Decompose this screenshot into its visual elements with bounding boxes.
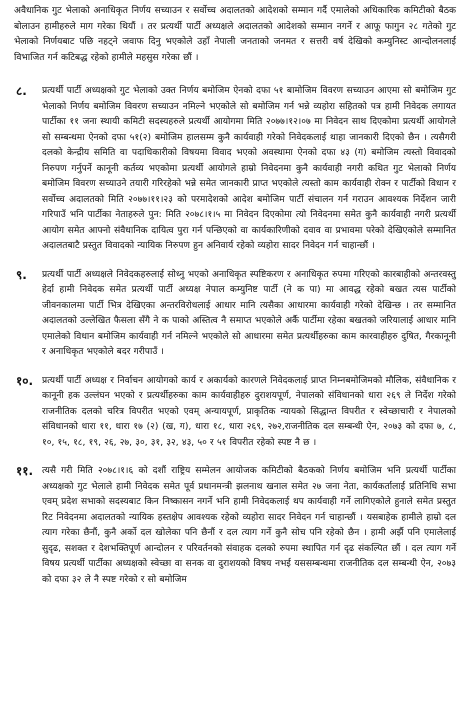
item-number: ११. [16,464,34,478]
item-text: प्रत्यर्थी पार्टी अध्यक्ष र निर्वाचन आयोगको कार्य र अकार्यको कारणले निवेदकलाई प्राप्त निम्नबमोजिमको मौलिक, संवैधानिक र कानूनी हक उल्लंघन भएको र प्रत्यर्थीहरुका काम कार्यवाहीहरु दुराशयपूर्ण, नेपालको संविधानको धारा २६९ ले निर्देश गरेको राजनीतिक दलको चरित्र विपरीत भएको एवम् अन्यायपूर्ण, प्राकृतिक न्यायको सिद्धान्त विपरीत र स्वेच्छाचारी र नेपालको संविधानको धारा ११, धारा १७ (२) (ख, ग), धारा १८, धारा २६९, २७२,राजनीतिक दल सम्बन्धी ऐन, २०७३ को दफा ७, ८, १०, १५, १८, १९, २६, २७, ३०, ३१, ३२, ४३, ५० र ५१ विपरीत रहेको स्पष्ट नै छ । [42,375,456,448]
list-item [14,268,456,361]
item-text: त्यसै गरी मिति २०७८।१।६ को दशौं राष्ट्रिय सम्मेलन आयोजक कमिटीको बैठकको निर्णय बमोजिम भनि प्रत्यर्थी पार्टीका अध्यक्षको गुट भेलाले हामी निवेदक समेत पूर्व प्रधानमन्त्री झलनाथ खनाल समेत २७ जना नेता, कार्यकर्तालाई प्रतिनिधि सभा एवम् प्रदेश सभाको सदस्यबाट किन निष्कासन नगर्ने भनि हामी निवेदकलाई थप कार्यवाही गर्ने लागिएकोले हुनाले समेत प्रस्तुत रिट निवेदनमा अदालतको न्यायिक हस्तक्षेप आवश्यक रहेको व्यहोरा सादर निवेदन गर्न चाहान्छौं । यसबाहेक हामीले हाम्रो दल त्याग गरेका छैनौं, कुनै अर्को दल खोलेका पनि छैनौं र दल त्याग गर्ने कुनै सोच पनि रहेको छैन । हामी अर्झै पनि एमालेलाई सुदृढ, सशक्त र देशभक्तिपूर्ण आन्दोलन र परिवर्तनको संवाहक दलको रुपमा स्थापित गर्न दृढ संकल्पित छौं । दल त्याग गर्ने विषय प्रत्यर्थी पार्टीका अध्यक्षको स्वेच्छा वा सनक वा दुराशयको विषय नभई यससम्बन्धमा राजनीतिक दल सम्बन्धी ऐन, २०७३ को दफा ३२ ले नै स्पष्ट गरेको र सो बमोजिम [42,466,456,585]
intro-paragraph: अवैधानिक गुट भेलाको अनाधिकृत निर्णय सच्याउन र सर्वोच्च अदालतको आदेशको सम्मान गर्दै एमालेको अधिकारिक कमिटीको बैठक बोलाउन हामीहरुले माग गरेका थियौं । तर प्रत्यर्थी पार्टी अध्यक्षले अदालतको आदेशको सम्मान नगर्ने र आफू फागुन २८ गतेको गुट भेलाको निर्णयबाट पछि नहट्ने जवाफ दिनु भएकोले उहाँ नेपाली जनताको जनमत र सत्तरी वर्ष देखिको कम्युनिस्ट आन्दोलनलाई विभाजित गर्न कटिबद्ध रहेको हामीले महसुस गरेका छौं । [14,6,456,63]
item-number: १०. [16,373,34,388]
item-number: ९. [16,267,27,282]
list-item [14,374,456,452]
item-number: ८. [16,84,27,98]
item-text: प्रत्यर्थी पार्टी अध्यक्षले निवेदकहरुलाई सोध्नु भएको अनाधिकृत स्पष्टिकरण र अनाधिकृत रुपमा गरिएको कारबाहीको अन्तरवस्तु हेर्दा हामी निवेदक समेत प्रत्यर्थी पार्टी अध्यक्ष नेपाल कम्युनिष्ट पार्टी (ने क पा) मा आवद्ध रहेको बखत त्यस पार्टीको जीवनकालमा पार्टी भित्र देखिएका अन्तरविरोधलाई आधार मानि त्यसैका आधारमा कार्यवाही गरेको देखिन्छ । तर सम्मानित अदालतको उल्लेखित फैसला सँगै ने क पाको अस्तित्व नै समाप्त भएकोले अर्कै पार्टीमा रहेका बखतको जरियालाई आधार मानि एमालेको विधान बमोजिम कार्यवाही गर्न नमिल्ने भएकोले सो आधारमा समेत प्रत्यर्थीहरुका काम कारवाहीहरु दुषित, गैरकानूनी र अनाधिकृत भएकोले बदर गरीपाउँ । [42,269,456,357]
list-item [14,84,456,255]
item-text: प्रत्यर्थी पार्टी अध्यक्षको गुट भेलाको उक्त निर्णय बमोजिम ऐनको दफा ५१ बामोजिम विवरण सच्याउन आएमा सो बमोजिम गुट भेलाको निर्णय बमोजिम विवरण सच्याउन नमिल्ने भएकोले सो बमोजिम गर्न भन्ने व्यहोरा सहितको पत्र हामी निवेदक लगायत पार्टीका ११ जना स्थायी कमिटी सदस्यहरुले प्रत्यर्थी आयोगमा मिति २०७७।१२।०७ मा निवेदन साथ दिएकोमा प्रत्यर्थी आयोगले सो सम्बन्धमा ऐनको दफा ५१(२) बमोजिम हालसम्म कुनै कार्यवाही गरेको निवेदकलाई थाहा जानकारी दिएको छैन । त्यसैगरी दलको केन्द्रीय समिति वा पदाधिकारीको विषयमा विवाद भएको अवस्थामा ऐनको दफा ४३ (ग) बमोजिम त्यस्तो विवादको निरुपण गर्नुपर्ने कानूनी कर्तव्य भएकोमा प्रत्यर्थी आयोगले हाम्रो निवेदनमा कुनै कार्यवाही नगरी कथित गुट भेलाको निर्णय बमोजिम विवरण सच्याउने तयारी गरिरहेको भन्ने समेत जानकारी प्राप्त भएकोले त्यस्तो काम कार्यवाही रोक्न र पार्टीको विधान र सर्वोच्च अदालतको मिति २०७७।११।२३ को परमादेशको आदेश बमोजिम पार्टी संचालन गर्न गराउन आवश्यक निर्देशन जारी गरिपाउँ भनि पार्टीका नेताहरुले पुन: मिति २०७८।१।५ मा निवेदन दिएकोमा त्यो निवेदनमा समेत कुनै कार्यवाही नगरी प्रत्यर्थी आयोग समेत आफ्नो संवैधानिक दायित्व पुरा गर्न पन्छिएको वा कार्यकारिणीको दवाव वा प्रभावमा परेको देखिएकोले सम्मानित अदालतबाटै प्रस्तुत विवादको न्यायिक निरुपण हुन अनिवार्य रहेको व्यहोरा सादर निवेदन गर्न चाहान्छौं । [42,86,456,251]
list-item [14,464,456,588]
